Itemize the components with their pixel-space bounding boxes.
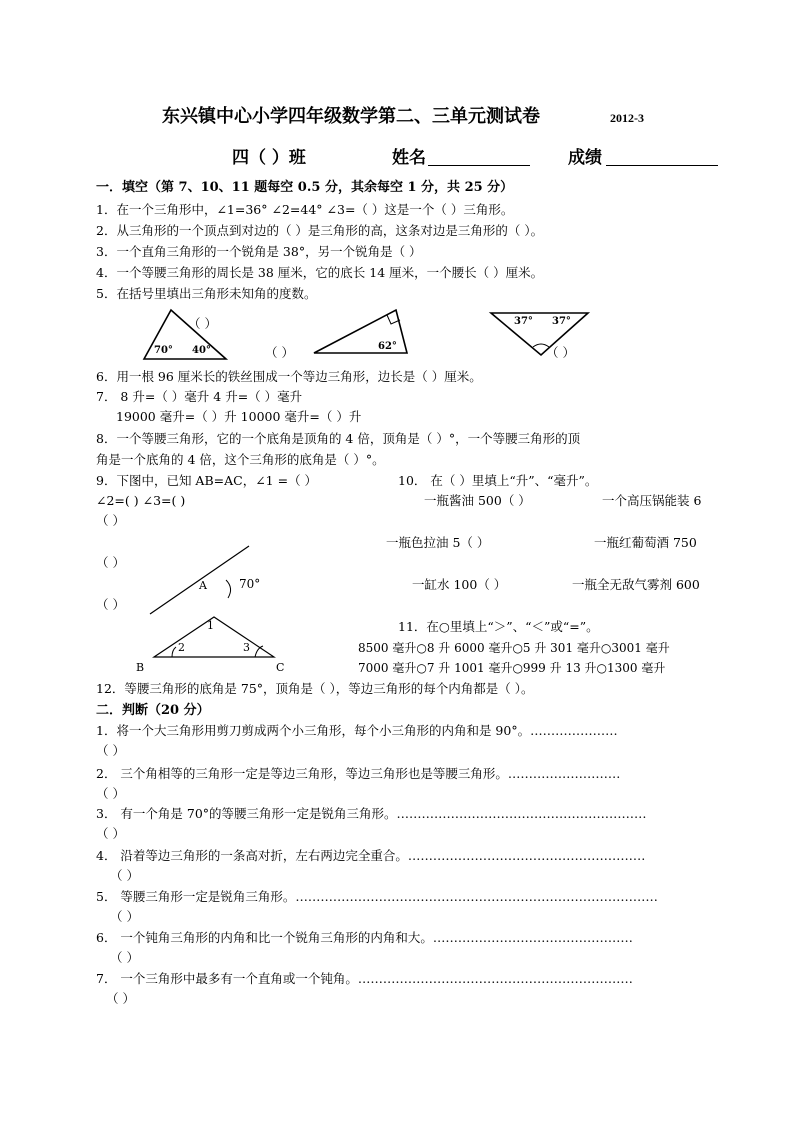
q10-item-4-paren[interactable]: （ ） xyxy=(96,555,125,570)
angle-3-label: 3 xyxy=(243,641,250,654)
question-9b: ∠2=( ) ∠3=( ) xyxy=(96,493,186,508)
question-12: 12．等腰三角形的底角是 75°，顶角是（ ），等边三角形的每个内角都是（ ）。 xyxy=(96,681,534,696)
point-c: C xyxy=(276,661,285,674)
judge-2: 2． 三个角相等的三角形一定是等边三角形，等边三角形也是等腰三角形。……………………… xyxy=(96,766,621,781)
point-b: B xyxy=(136,661,145,674)
q10-item-4: 一瓶红葡萄酒 750 xyxy=(594,535,697,550)
angle-1-label: 1 xyxy=(207,619,214,632)
class-label: 四（ ）班 xyxy=(232,148,306,168)
tri2-blank[interactable]: （ ） xyxy=(265,345,294,360)
question-8a: 8．一个等腰三角形，它的一个底角是顶角的 4 倍，顶角是（ ）°，一个等腰三角形的顶 xyxy=(96,431,581,446)
judge-7-paren[interactable]: （ ） xyxy=(106,991,135,1006)
q11-row-2: 7000 毫升○7 升 1001 毫升○999 升 13 升○1300 毫升 xyxy=(358,661,666,675)
angle-70-label: 70° xyxy=(239,577,261,591)
name-label: 姓名 xyxy=(392,148,426,168)
question-2: 2．从三角形的一个顶点到对边的（ ）是三角形的高，这条对边是三角形的（ ）。 xyxy=(96,223,544,238)
q10-item-3: 一瓶色拉油 5（ ） xyxy=(386,535,490,550)
judge-5: 5． 等腰三角形一定是锐角三角形。…………………………………………………………………………… xyxy=(96,889,658,904)
tri2-angle-a: 62° xyxy=(378,341,397,352)
q10-item-6: 一瓶全无敌气雾剂 600 xyxy=(572,577,700,592)
q10-item-6-paren[interactable]: （ ） xyxy=(96,597,125,612)
judge-1-paren[interactable]: （ ） xyxy=(96,743,125,758)
tri1-angle-a: 70° xyxy=(154,345,173,356)
judge-3: 3． 有一个角是 70°的等腰三角形一定是锐角三角形。…………………………………………………… xyxy=(96,806,647,821)
tri3-angle-b: 37° xyxy=(552,316,571,327)
angle-2-arc xyxy=(172,647,176,657)
judge-4: 4． 沿着等边三角形的一条高对折，左右两边完全重合。………………………………………………… xyxy=(96,848,646,863)
judge-3-paren[interactable]: （ ） xyxy=(96,826,125,841)
angle-2-label: 2 xyxy=(178,641,185,654)
question-3: 3．一个直角三角形的一个锐角是 38°，另一个锐角是（ ） xyxy=(96,244,422,259)
judge-7: 7． 一个三角形中最多有一个直角或一个钝角。………………………………………………………… xyxy=(96,971,633,986)
judge-5-paren[interactable]: （ ） xyxy=(110,909,139,924)
score-label: 成绩 xyxy=(568,148,602,168)
triangle-abc xyxy=(154,617,274,657)
q10-item-5: 一缸水 100（ ） xyxy=(412,577,507,592)
q11-row-1: 8500 毫升○8 升 6000 毫升○5 升 301 毫升○3001 毫升 xyxy=(358,641,670,655)
question-8b: 角是一个底角的 4 倍，这个三角形的底角是（ ）°。 xyxy=(96,452,385,467)
q10-item-2: 一个高压锅能装 6 xyxy=(602,493,702,508)
question-5: 5．在括号里填出三角形未知角的度数。 xyxy=(96,286,317,301)
question-1: 1．在一个三角形中，∠1=36° ∠2=44° ∠3=（ ）这是一个（ ）三角形。 xyxy=(96,202,514,217)
judge-2-paren[interactable]: （ ） xyxy=(96,786,125,801)
tri1-angle-b: 40° xyxy=(192,345,211,356)
section2-heading: 二．判断（20 分） xyxy=(96,703,210,718)
page-title: 东兴镇中心小学四年级数学第二、三单元测试卷 xyxy=(162,106,540,127)
q10-item-1: 一瓶酱油 500（ ） xyxy=(424,493,531,508)
question-4: 4．一个等腰三角形的周长是 38 厘米，它的底长 14 厘米，一个腰长（ ）厘米。 xyxy=(96,265,544,280)
judge-6-paren[interactable]: （ ） xyxy=(110,950,139,965)
question-7a: 7． 8 升=（ ）毫升 4 升=（ ）毫升 xyxy=(96,389,303,404)
tri3-blank[interactable]: （ ） xyxy=(546,345,575,360)
q10-item-2-paren[interactable]: （ ） xyxy=(96,513,125,528)
judge-4-paren[interactable]: （ ） xyxy=(110,868,139,883)
judge-6: 6． 一个钝角三角形的内角和比一个锐角三角形的内角和大。………………………………………… xyxy=(96,930,633,945)
question-6: 6．用一根 96 厘米长的铁丝围成一个等边三角形，边长是（ ）厘米。 xyxy=(96,369,482,384)
question-9a: 9．下图中，已知 AB=AC，∠1 =（ ） xyxy=(96,473,318,488)
tri3-angle-a: 37° xyxy=(514,316,533,327)
angle-70-arc xyxy=(226,580,231,598)
question-7b: 19000 毫升=（ ）升 10000 毫升=（ ）升 xyxy=(116,409,362,424)
question-11: 11．在○里填上“＞”、“＜”或“=”。 xyxy=(398,619,599,634)
section1-heading: 一．填空（第 7、10、11 题每空 0.5 分，其余每空 1 分，共 25 分） xyxy=(96,180,514,195)
question-10: 10． 在（ ）里填上“升”、“毫升”。 xyxy=(398,473,598,488)
tri1-blank[interactable]: （ ） xyxy=(188,316,217,331)
point-a: A xyxy=(199,579,207,592)
exam-date: 2012-3 xyxy=(610,111,644,125)
judge-1: 1．将一个大三角形用剪刀剪成两个小三角形，每个小三角形的内角和是 90°。………………… xyxy=(96,723,618,738)
